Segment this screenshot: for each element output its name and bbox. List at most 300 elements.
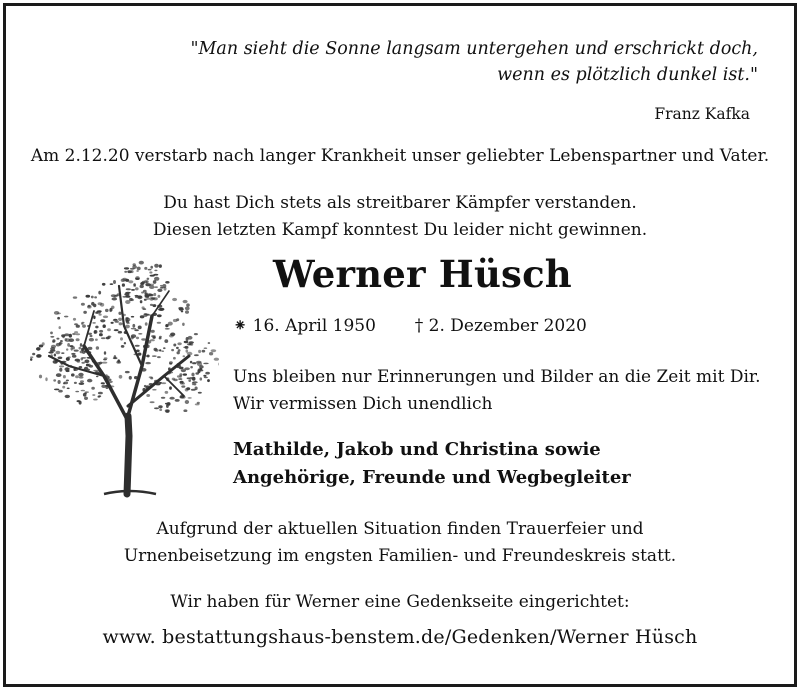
birth-star-icon: ⁕: [233, 316, 248, 336]
leaf: [209, 352, 213, 355]
quote-author: Franz Kafka: [654, 105, 750, 123]
leaf: [105, 309, 109, 312]
leaf: [144, 299, 147, 301]
leaf: [169, 386, 172, 389]
leaf: [140, 285, 144, 288]
leaf: [78, 373, 83, 377]
leaf: [107, 328, 111, 331]
leaf: [173, 319, 178, 322]
leaf: [150, 266, 153, 269]
leaf: [184, 341, 189, 343]
leaf: [148, 269, 152, 271]
leaf: [96, 346, 99, 350]
leaf: [131, 289, 135, 291]
leaf: [154, 286, 158, 288]
leaf: [169, 397, 174, 400]
leaf: [114, 329, 119, 331]
leaf: [87, 305, 92, 308]
leaf: [137, 267, 141, 271]
leaf: [126, 288, 131, 290]
mourners-line-2: Angehörige, Freunde und Wegbegleiter: [233, 467, 631, 488]
leaf: [36, 354, 41, 357]
leaf: [95, 326, 98, 329]
leaf: [56, 338, 59, 340]
leaf: [118, 318, 122, 321]
leaf: [65, 338, 68, 341]
leaf: [203, 363, 208, 365]
leaf: [141, 338, 146, 340]
leaf: [93, 304, 96, 308]
leaf: [157, 322, 161, 324]
leaf: [138, 333, 142, 335]
leaf: [190, 366, 193, 368]
leaf: [214, 358, 219, 361]
leaf: [134, 329, 139, 331]
leaf: [173, 344, 176, 347]
leaf: [59, 326, 61, 329]
leaf: [207, 379, 210, 382]
leaf: [154, 277, 159, 281]
leaf: [178, 378, 182, 380]
leaf: [142, 306, 145, 309]
death-date: 2. Dezember 2020: [428, 316, 587, 336]
leaf: [144, 267, 147, 270]
deceased-name: Werner Hüsch: [273, 252, 572, 296]
leaf: [69, 334, 72, 338]
leaf: [203, 375, 206, 377]
leaf: [60, 340, 63, 342]
obituary-frame: [3, 3, 797, 687]
leaf: [92, 322, 96, 324]
leaf: [153, 293, 156, 296]
notice-line-1: Aufgrund der aktuellen Situation finden Trauerfeier und: [156, 519, 644, 539]
leaf: [50, 336, 54, 338]
leaf: [91, 387, 95, 390]
leaf: [161, 382, 166, 384]
leaf: [145, 362, 151, 364]
leaf: [157, 356, 161, 358]
leaf: [79, 347, 82, 350]
leaf: [81, 358, 84, 361]
leaf: [76, 333, 81, 335]
leaf: [204, 377, 208, 379]
leaf: [161, 397, 165, 399]
leaf: [158, 308, 164, 311]
leaf: [50, 347, 55, 351]
leaf: [81, 390, 85, 392]
leaf: [169, 334, 174, 337]
leaf: [133, 285, 136, 287]
leaf: [74, 331, 78, 333]
leaf: [93, 316, 95, 320]
quote-line-2: wenn es plötzlich dunkel ist.": [497, 65, 758, 85]
leaf: [131, 328, 136, 330]
leaf: [102, 362, 107, 364]
leaf: [159, 265, 162, 268]
leaf: [131, 299, 134, 301]
memory-line-2: Wir vermissen Dich unendlich: [233, 394, 493, 414]
mourners: [233, 436, 631, 492]
leaf: [165, 281, 169, 284]
leaf: [74, 382, 77, 384]
leaf: [77, 400, 81, 402]
leaf: [185, 307, 190, 311]
leaf: [141, 292, 144, 294]
leaf: [39, 345, 43, 348]
leaf: [192, 377, 196, 381]
leaf: [144, 292, 147, 295]
leaf: [53, 379, 56, 381]
leaf: [75, 391, 79, 393]
leaf: [116, 361, 121, 364]
leaf: [152, 389, 156, 391]
leaf: [151, 330, 155, 333]
leaf: [54, 354, 56, 357]
leaf: [30, 358, 32, 361]
leaf: [173, 379, 178, 382]
leaf: [191, 373, 194, 377]
leaf: [59, 365, 64, 367]
leaf: [181, 311, 184, 313]
leaf: [67, 388, 70, 390]
leaf: [84, 391, 89, 393]
verse: [6, 190, 794, 244]
leaf: [128, 280, 133, 283]
leaf: [74, 350, 79, 352]
leaf: [79, 376, 84, 379]
leaf: [99, 333, 103, 336]
leaf: [135, 345, 140, 347]
leaf: [30, 356, 33, 358]
leaf: [177, 351, 180, 354]
leaf: [73, 296, 77, 298]
leaf: [93, 370, 98, 372]
leaf: [108, 336, 111, 339]
leaf: [151, 297, 155, 299]
leaf: [179, 308, 184, 311]
leaf: [190, 361, 192, 364]
leaf: [171, 349, 174, 351]
leaf: [143, 313, 147, 317]
verse-line-1: Du hast Dich stets als streitbarer Kämpfer verstanden.: [163, 193, 637, 213]
leaf: [119, 375, 123, 379]
leaf: [119, 322, 123, 325]
leaf: [56, 351, 61, 354]
leaf: [219, 362, 220, 366]
leaf: [154, 270, 157, 272]
leaf: [145, 322, 148, 326]
leaf: [175, 399, 180, 402]
leaf: [58, 357, 63, 360]
leaf: [75, 375, 79, 378]
leaf: [66, 357, 70, 361]
leaf: [183, 409, 187, 412]
leaf: [102, 283, 106, 286]
leaf: [124, 271, 127, 273]
leaf: [192, 362, 196, 364]
leaf: [165, 410, 169, 413]
leaf: [59, 342, 63, 344]
leaf: [83, 393, 87, 397]
leaf: [101, 337, 106, 339]
leaf: [101, 382, 105, 384]
leaf: [198, 350, 201, 353]
leaf: [76, 325, 80, 328]
leaf: [150, 377, 153, 379]
leaf: [165, 328, 170, 330]
leaf: [140, 300, 143, 303]
leaf: [149, 284, 154, 286]
leaf: [138, 326, 142, 330]
leaf: [188, 397, 192, 399]
leaf: [147, 278, 150, 280]
leaf: [32, 353, 35, 356]
leaf: [58, 380, 61, 384]
leaf: [61, 352, 64, 354]
leaf: [149, 294, 154, 297]
leaf: [161, 350, 164, 352]
leaf: [204, 347, 208, 349]
leaf: [192, 381, 198, 383]
leaf: [52, 341, 55, 343]
leaf: [199, 365, 204, 369]
leaf: [157, 289, 162, 292]
leaf: [183, 300, 188, 303]
leaf: [65, 367, 70, 371]
leaf: [99, 314, 102, 316]
leaf: [118, 331, 122, 334]
leaf: [137, 295, 142, 299]
leaf: [140, 283, 144, 285]
leaf: [94, 296, 97, 298]
leaf: [177, 342, 181, 345]
leaf: [158, 295, 161, 298]
leaf: [99, 330, 103, 333]
leaf: [124, 293, 129, 296]
leaf: [100, 319, 105, 322]
leaf: [120, 337, 123, 340]
leaf: [125, 295, 130, 297]
leaf: [50, 332, 53, 335]
mourners-line-1: Mathilde, Jakob und Christina sowie: [233, 439, 601, 460]
death-cross-icon: †: [414, 316, 424, 336]
leaf: [205, 372, 210, 375]
leaf: [94, 330, 96, 333]
leaf: [159, 349, 161, 351]
leaf: [139, 261, 144, 265]
leaf: [63, 375, 66, 378]
leaf: [165, 324, 169, 327]
leaf: [186, 387, 190, 390]
leaf: [79, 382, 85, 385]
leaf: [104, 351, 106, 355]
leaf: [194, 333, 198, 335]
leaf: [150, 401, 155, 403]
leaf: [147, 355, 150, 358]
leaf: [135, 296, 138, 298]
leaf: [58, 390, 63, 393]
leaf: [160, 285, 163, 287]
leaf: [183, 355, 186, 357]
leaf: [208, 342, 211, 344]
leaf: [150, 275, 155, 277]
leaf: [62, 335, 65, 339]
leaf: [162, 284, 166, 288]
leaf: [95, 339, 98, 341]
leaf: [36, 347, 41, 351]
leaf: [95, 312, 98, 314]
leaf: [135, 287, 139, 290]
leaf: [186, 337, 189, 341]
leaf: [180, 381, 184, 384]
leaf: [71, 353, 75, 355]
leaf: [63, 382, 65, 384]
leaf: [76, 338, 80, 341]
leaf: [110, 283, 114, 285]
leaf: [129, 376, 132, 380]
leaf: [87, 379, 92, 383]
leaf: [104, 357, 108, 359]
memory-text: [233, 364, 761, 418]
leaf: [84, 397, 88, 400]
leaf: [190, 343, 193, 345]
leaf: [81, 362, 85, 364]
leaf: [186, 349, 189, 353]
leaf: [93, 399, 98, 401]
leaf: [182, 323, 185, 326]
leaf: [113, 280, 116, 284]
leaf: [121, 345, 125, 348]
quote-line-1: "Man sieht die Sonne langsam untergehen und erschrickt doch,: [190, 39, 758, 59]
leaf: [150, 304, 153, 306]
leaf: [211, 349, 217, 352]
leaf: [194, 354, 199, 356]
leaf: [90, 335, 93, 337]
leaf: [124, 342, 126, 344]
leaf: [70, 345, 74, 347]
leaf: [198, 392, 202, 394]
leaf: [178, 349, 181, 352]
leaf: [146, 394, 150, 397]
tree-illustration: [24, 256, 219, 501]
leaf: [124, 267, 129, 269]
leaf: [82, 324, 86, 327]
leaf: [136, 270, 139, 272]
leaf: [173, 357, 176, 360]
leaf: [86, 364, 89, 367]
leaf: [103, 324, 106, 328]
leaf: [176, 347, 179, 349]
leaf: [188, 379, 191, 382]
leaf: [125, 371, 130, 373]
death-announcement: Am 2.12.20 verstarb nach langer Krankheit unser geliebter Lebenspartner und Vater.: [30, 146, 770, 166]
leaf: [185, 310, 189, 313]
leaf: [166, 404, 169, 408]
leaf: [183, 373, 187, 375]
leaf: [62, 386, 65, 389]
leaf: [89, 338, 94, 342]
leaf: [154, 348, 158, 351]
leaf: [81, 303, 85, 306]
leaf: [154, 264, 159, 268]
leaf: [113, 319, 117, 321]
leaf: [71, 347, 73, 351]
leaf: [91, 296, 94, 299]
leaf: [169, 361, 173, 364]
leaf: [80, 343, 82, 347]
leaf: [122, 283, 125, 286]
leaf: [66, 348, 68, 350]
notice-line-2: Urnenbeisetzung im engsten Familien- und Freundeskreis statt.: [123, 546, 677, 566]
leaf: [195, 387, 198, 391]
leaf: [185, 346, 189, 349]
leaf: [186, 303, 190, 306]
leaf: [158, 405, 162, 408]
leaf: [56, 373, 62, 377]
leaf: [59, 368, 62, 372]
leaf: [80, 380, 84, 382]
leaf: [163, 347, 166, 349]
funeral-notice: [6, 516, 794, 570]
leaf: [54, 389, 59, 391]
leaf: [121, 279, 126, 282]
leaf: [159, 408, 162, 411]
memorial-page-text: Wir haben für Werner eine Gedenkseite eingerichtet:: [170, 592, 630, 612]
leaf: [81, 323, 83, 325]
leaf: [154, 407, 159, 409]
leaf: [199, 369, 203, 371]
leaf: [149, 271, 152, 273]
leaf: [54, 311, 59, 315]
leaf: [65, 395, 70, 398]
leaf: [92, 394, 95, 396]
leaf: [132, 324, 135, 328]
leaf: [125, 318, 130, 322]
leaf: [113, 357, 118, 359]
leaf: [111, 322, 114, 324]
leaf: [71, 373, 75, 376]
leaf: [144, 385, 147, 387]
leaf: [136, 337, 139, 340]
leaf: [197, 402, 200, 404]
leaf: [72, 355, 77, 358]
leaf: [96, 376, 99, 378]
leaf: [73, 318, 76, 321]
leaf: [57, 317, 60, 320]
leaf: [112, 298, 118, 301]
leaf: [144, 280, 149, 284]
leaf: [130, 268, 135, 270]
leaf: [118, 312, 121, 315]
memory-line-1: Uns bleiben nur Erinnerungen und Bilder an die Zeit mit Dir.: [233, 367, 761, 387]
kafka-quote: [190, 36, 758, 88]
leaf: [72, 333, 76, 335]
memorial-url-link[interactable]: www. bestattungshaus-benstem.de/Gedenken/Werner Hüsch: [102, 626, 698, 648]
leaf: [45, 377, 47, 381]
leaf: [115, 295, 119, 297]
leaf: [202, 350, 206, 353]
life-dates: [233, 316, 587, 336]
leaf: [152, 355, 157, 357]
leaf: [110, 308, 113, 312]
leaf: [103, 316, 108, 319]
leaf: [64, 316, 68, 318]
leaf: [153, 304, 157, 307]
leaf: [200, 377, 203, 380]
leaf: [185, 400, 189, 404]
leaf: [181, 385, 185, 387]
leaf: [133, 263, 136, 266]
